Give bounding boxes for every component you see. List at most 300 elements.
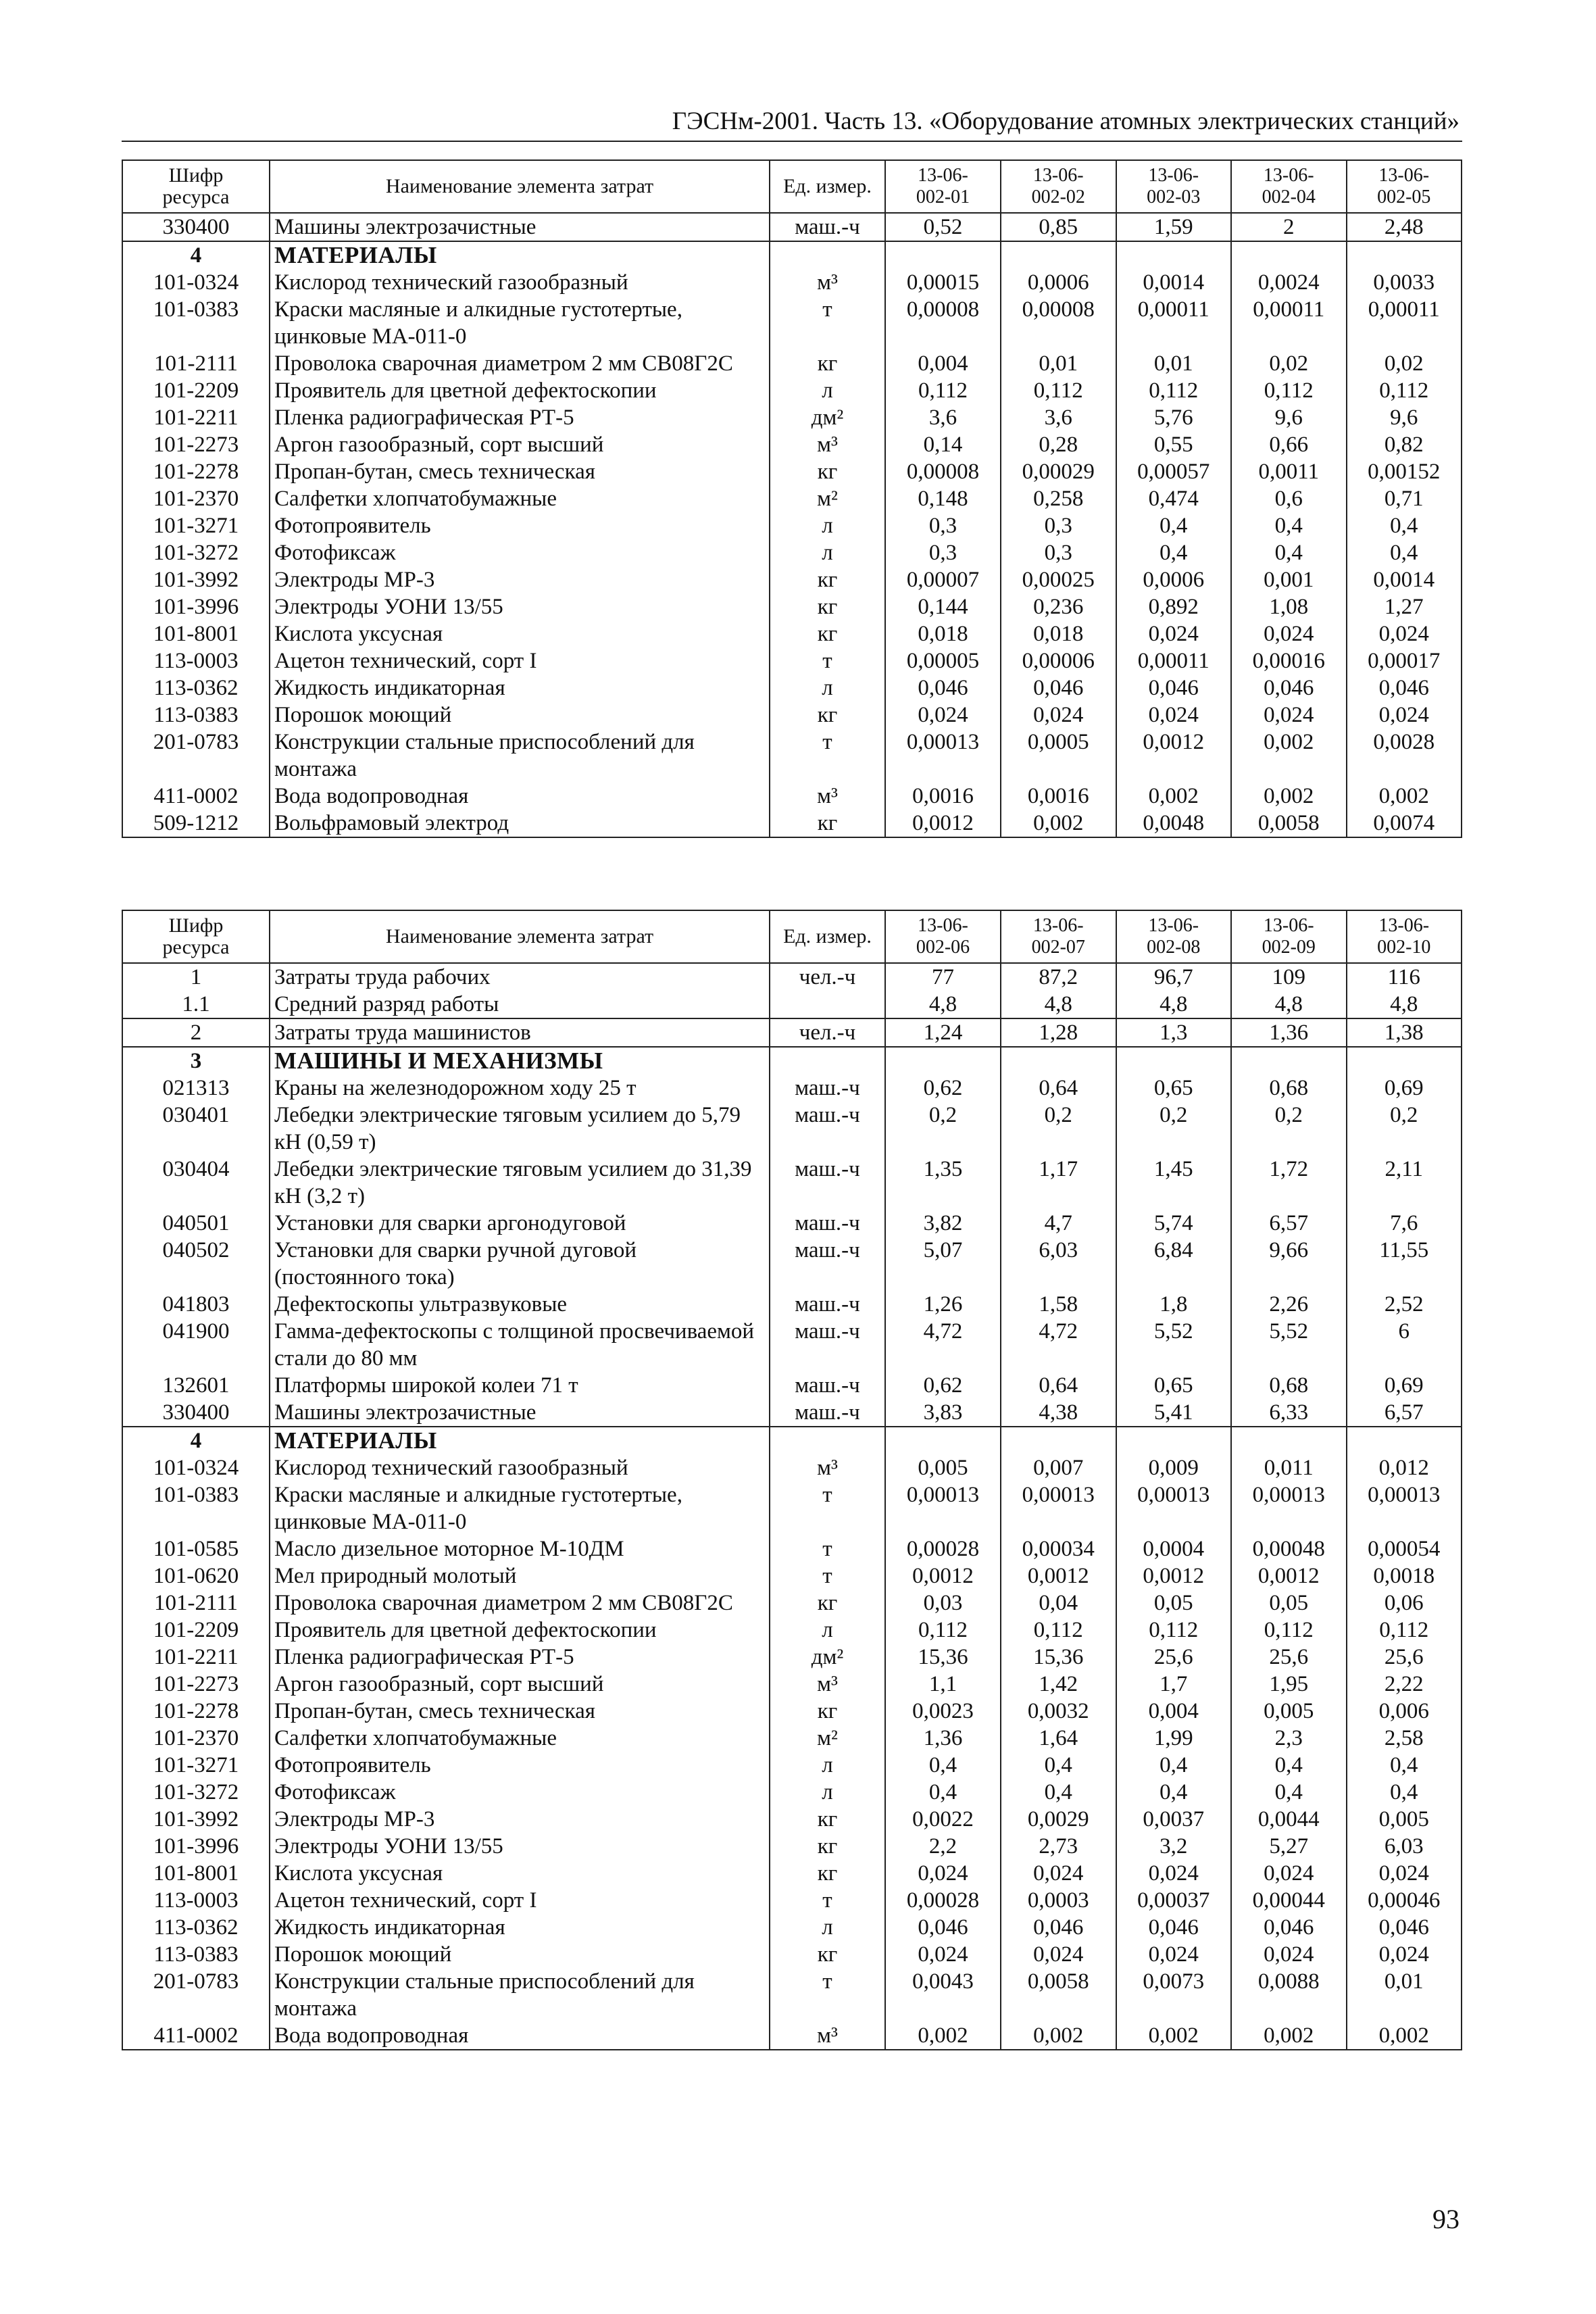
value-cell: 2,52 <box>1347 1291 1462 1318</box>
table-body <box>122 213 1462 837</box>
resource-name-cell: Фотофиксаж <box>270 1779 770 1806</box>
value-cell: 1,26 <box>885 1291 1001 1318</box>
resource-code-cell: 113-0003 <box>122 1887 270 1914</box>
page-number: 93 <box>1432 2204 1460 2234</box>
value-cell: 0,00028 <box>885 1535 1001 1562</box>
resource-code-cell: 101-2211 <box>122 404 270 431</box>
unit-cell <box>770 991 885 1018</box>
unit-cell: л <box>770 1779 885 1806</box>
value-cell: 0,024 <box>1116 1941 1232 1968</box>
value-cell: 0,00013 <box>1347 1481 1462 1535</box>
unit-cell: кг <box>770 458 885 485</box>
value-cell: 0,0044 <box>1231 1806 1347 1833</box>
value-cell: 3,6 <box>885 404 1001 431</box>
value-cell: 0,00037 <box>1116 1887 1232 1914</box>
column-header-name: Наименование элемента затрат <box>270 160 770 213</box>
value-cell: 5,07 <box>885 1237 1001 1291</box>
value-cell: 0,005 <box>1231 1698 1347 1725</box>
unit-cell: т <box>770 1535 885 1562</box>
column-header-norm: 13-06- 002-04 <box>1231 160 1347 213</box>
resource-name-cell: Вода водопроводная <box>270 783 770 810</box>
resource-code-cell: 330400 <box>122 1399 270 1427</box>
table-row <box>122 1590 1462 1617</box>
value-cell: 1,28 <box>1001 1018 1116 1047</box>
value-cell: 0,002 <box>1116 783 1232 810</box>
value-cell: 0,0012 <box>1231 1562 1347 1590</box>
value-cell: 0,68 <box>1231 1075 1347 1102</box>
resource-code-cell: 4 <box>122 241 270 269</box>
table-row <box>122 1318 1462 1372</box>
value-cell: 0,00005 <box>885 647 1001 674</box>
resource-code-cell: 101-3272 <box>122 539 270 566</box>
resource-name-cell: Установки для сварки ручной дуговой (постоянного тока) <box>270 1237 770 1291</box>
unit-cell: м³ <box>770 1671 885 1698</box>
unit-cell: кг <box>770 1941 885 1968</box>
value-cell: 0,00054 <box>1347 1535 1462 1562</box>
column-header-name: Наименование элемента затрат <box>270 910 770 963</box>
resource-name-cell: Кислород технический газообразный <box>270 1454 770 1481</box>
resource-name-cell: Порошок моющий <box>270 701 770 729</box>
resource-name-cell: Краны на железнодорожном ходу 25 т <box>270 1075 770 1102</box>
value-cell: 0,0012 <box>885 810 1001 837</box>
value-cell: 0,4 <box>885 1779 1001 1806</box>
resource-name-cell: Конструкции стальные приспособлений для монтажа <box>270 729 770 783</box>
unit-cell: т <box>770 729 885 783</box>
unit-cell: маш.-ч <box>770 1156 885 1210</box>
value-cell: 0,046 <box>885 1914 1001 1941</box>
value-cell: 1,45 <box>1116 1156 1232 1210</box>
value-cell: 0,55 <box>1116 431 1232 458</box>
value-cell: 0,05 <box>1116 1590 1232 1617</box>
value-cell: 0,0023 <box>885 1698 1001 1725</box>
column-header-code-line2: ресурса <box>162 936 230 958</box>
table-row <box>122 1860 1462 1887</box>
table-row <box>122 1399 1462 1427</box>
resource-code-cell: 101-3996 <box>122 593 270 620</box>
value-cell: 0,65 <box>1116 1075 1232 1102</box>
value-cell: 0,258 <box>1001 485 1116 512</box>
value-cell: 0,4 <box>1001 1779 1116 1806</box>
value-cell: 0,0016 <box>885 783 1001 810</box>
value-cell: 0,0004 <box>1116 1535 1232 1562</box>
resource-name-cell: МАТЕРИАЛЫ <box>270 1427 770 1454</box>
resource-name-cell: Установки для сварки аргонодуговой <box>270 1210 770 1237</box>
resource-code-cell: 101-2273 <box>122 431 270 458</box>
table-row <box>122 1671 1462 1698</box>
value-cell: 0,112 <box>1116 1617 1232 1644</box>
value-cell: 1,1 <box>885 1671 1001 1698</box>
table-row <box>122 269 1462 296</box>
resource-code-cell: 101-2209 <box>122 1617 270 1644</box>
value-cell: 0,148 <box>885 485 1001 512</box>
value-cell: 5,52 <box>1116 1318 1232 1372</box>
resource-name-cell: Конструкции стальные приспособлений для монтажа <box>270 1968 770 2022</box>
value-cell: 0,00017 <box>1347 647 1462 674</box>
value-cell: 0,112 <box>1001 1617 1116 1644</box>
value-cell: 0,0003 <box>1001 1887 1116 1914</box>
value-cell: 4,8 <box>1116 991 1232 1018</box>
unit-cell: кг <box>770 350 885 377</box>
value-cell: 1,8 <box>1116 1291 1232 1318</box>
table-row <box>122 1535 1462 1562</box>
value-cell: 0,02 <box>1231 350 1347 377</box>
table-row <box>122 1481 1462 1535</box>
unit-cell: т <box>770 1562 885 1590</box>
resource-code-cell: 411-0002 <box>122 783 270 810</box>
resource-code-cell: 113-0383 <box>122 1941 270 1968</box>
table-header-row <box>122 160 1462 213</box>
value-cell: 0,00008 <box>885 296 1001 350</box>
value-cell: 0,00013 <box>885 729 1001 783</box>
resource-code-cell: 101-8001 <box>122 620 270 647</box>
resource-code-cell: 509-1212 <box>122 810 270 837</box>
value-cell: 0,018 <box>1001 620 1116 647</box>
unit-cell: маш.-ч <box>770 213 885 241</box>
resource-code-cell: 2 <box>122 1018 270 1047</box>
unit-cell: кг <box>770 1806 885 1833</box>
resource-name-cell: Ацетон технический, сорт I <box>270 647 770 674</box>
value-cell: 0,2 <box>1231 1102 1347 1156</box>
resource-name-cell: Порошок моющий <box>270 1941 770 1968</box>
value-cell: 5,76 <box>1116 404 1232 431</box>
value-cell <box>885 241 1001 269</box>
section-row <box>122 1427 1462 1454</box>
unit-cell: чел.-ч <box>770 963 885 991</box>
value-cell: 0,004 <box>885 350 1001 377</box>
column-header-code-line1: Шифр <box>168 914 224 937</box>
resource-code-cell: 030401 <box>122 1102 270 1156</box>
value-cell: 6 <box>1347 1318 1462 1372</box>
value-cell: 15,36 <box>1001 1644 1116 1671</box>
value-cell: 0,112 <box>1116 377 1232 404</box>
value-cell: 0,001 <box>1231 566 1347 593</box>
value-cell: 0,112 <box>1231 1617 1347 1644</box>
resource-code-cell: 101-2111 <box>122 1590 270 1617</box>
unit-cell: м² <box>770 485 885 512</box>
value-cell: 0,0005 <box>1001 729 1116 783</box>
value-cell: 9,6 <box>1231 404 1347 431</box>
value-cell: 0,68 <box>1231 1372 1347 1399</box>
value-cell: 0,00011 <box>1231 296 1347 350</box>
resource-code-cell: 3 <box>122 1047 270 1075</box>
value-cell: 1,59 <box>1116 213 1232 241</box>
value-cell: 0,024 <box>1231 701 1347 729</box>
unit-cell: т <box>770 1481 885 1535</box>
value-cell: 0,024 <box>1001 701 1116 729</box>
unit-cell: л <box>770 539 885 566</box>
value-cell: 2,58 <box>1347 1725 1462 1752</box>
resource-name-cell: Затраты труда машинистов <box>270 1018 770 1047</box>
table-row <box>122 1968 1462 2022</box>
table-row <box>122 377 1462 404</box>
resource-name-cell: Платформы широкой колеи 71 т <box>270 1372 770 1399</box>
value-cell: 0,0074 <box>1347 810 1462 837</box>
table-row <box>122 1644 1462 1671</box>
value-cell: 4,8 <box>1001 991 1116 1018</box>
column-header-norm: 13-06- 002-05 <box>1347 160 1462 213</box>
value-cell: 0,0011 <box>1231 458 1347 485</box>
table-row <box>122 1833 1462 1860</box>
resource-code-cell: 101-0383 <box>122 296 270 350</box>
value-cell: 1,3 <box>1116 1018 1232 1047</box>
value-cell: 1,64 <box>1001 1725 1116 1752</box>
value-cell: 25,6 <box>1347 1644 1462 1671</box>
value-cell: 0,62 <box>885 1075 1001 1102</box>
table-row <box>122 1562 1462 1590</box>
value-cell: 6,57 <box>1231 1210 1347 1237</box>
table-row <box>122 2022 1462 2050</box>
resource-name-cell: Электроды УОНИ 13/55 <box>270 593 770 620</box>
resource-name-cell: Проявитель для цветной дефектоскопии <box>270 377 770 404</box>
table-row <box>122 296 1462 350</box>
resource-code-cell: 113-0003 <box>122 647 270 674</box>
table-row <box>122 1454 1462 1481</box>
resource-name-cell: Кислота уксусная <box>270 620 770 647</box>
value-cell: 0,01 <box>1116 350 1232 377</box>
value-cell: 0,112 <box>885 377 1001 404</box>
table-row <box>122 1291 1462 1318</box>
value-cell: 0,046 <box>1347 674 1462 701</box>
value-cell: 0,00013 <box>885 1481 1001 1535</box>
value-cell: 0,018 <box>885 620 1001 647</box>
value-cell: 5,52 <box>1231 1318 1347 1372</box>
value-cell: 77 <box>885 963 1001 991</box>
value-cell: 2,26 <box>1231 1291 1347 1318</box>
unit-cell <box>770 1047 885 1075</box>
table-row <box>122 1914 1462 1941</box>
unit-cell: м³ <box>770 431 885 458</box>
value-cell: 0,05 <box>1231 1590 1347 1617</box>
table-row <box>122 1752 1462 1779</box>
value-cell: 0,024 <box>1347 1941 1462 1968</box>
value-cell: 0,00011 <box>1347 296 1462 350</box>
value-cell: 0,00008 <box>1001 296 1116 350</box>
value-cell: 0,024 <box>1231 620 1347 647</box>
resource-code-cell: 101-2278 <box>122 1698 270 1725</box>
value-cell: 0,4 <box>1347 539 1462 566</box>
section-row <box>122 241 1462 269</box>
resource-name-cell: Машины электрозачистные <box>270 213 770 241</box>
value-cell: 4,72 <box>885 1318 1001 1372</box>
value-cell: 0,00011 <box>1116 296 1232 350</box>
value-cell <box>1347 241 1462 269</box>
resource-code-cell: 132601 <box>122 1372 270 1399</box>
value-cell: 0,00029 <box>1001 458 1116 485</box>
value-cell: 0,00152 <box>1347 458 1462 485</box>
value-cell: 6,84 <box>1116 1237 1232 1291</box>
table-row <box>122 701 1462 729</box>
resource-code-cell: 101-3272 <box>122 1779 270 1806</box>
value-cell: 0,024 <box>1231 1941 1347 1968</box>
table-row <box>122 1372 1462 1399</box>
value-cell: 0,0058 <box>1231 810 1347 837</box>
value-cell: 0,2 <box>1347 1102 1462 1156</box>
value-cell: 0,005 <box>885 1454 1001 1481</box>
value-cell: 3,2 <box>1116 1833 1232 1860</box>
value-cell: 4,8 <box>1347 991 1462 1018</box>
resource-code-cell: 101-3271 <box>122 512 270 539</box>
column-header-norm: 13-06- 002-09 <box>1231 910 1347 963</box>
value-cell: 0,0012 <box>1116 1562 1232 1590</box>
value-cell: 2,22 <box>1347 1671 1462 1698</box>
value-cell: 0,4 <box>1347 512 1462 539</box>
resource-name-cell: Аргон газообразный, сорт высший <box>270 431 770 458</box>
unit-cell: кг <box>770 810 885 837</box>
resource-code-cell: 113-0362 <box>122 674 270 701</box>
value-cell: 9,66 <box>1231 1237 1347 1291</box>
value-cell: 0,4 <box>1347 1779 1462 1806</box>
resource-code-cell: 101-3271 <box>122 1752 270 1779</box>
unit-cell: л <box>770 1752 885 1779</box>
column-header-norm: 13-06- 002-06 <box>885 910 1001 963</box>
resource-code-cell: 041900 <box>122 1318 270 1372</box>
column-header-norm: 13-06- 002-10 <box>1347 910 1462 963</box>
table-row <box>122 1210 1462 1237</box>
table-row <box>122 1102 1462 1156</box>
unit-cell: чел.-ч <box>770 1018 885 1047</box>
value-cell: 0,011 <box>1231 1454 1347 1481</box>
value-cell: 0,52 <box>885 213 1001 241</box>
value-cell: 2,11 <box>1347 1156 1462 1210</box>
value-cell: 6,03 <box>1347 1833 1462 1860</box>
resource-name-cell: Ацетон технический, сорт I <box>270 1887 770 1914</box>
column-header-unit: Ед. измер. <box>770 910 885 963</box>
value-cell: 1,7 <box>1116 1671 1232 1698</box>
value-cell: 0,024 <box>1116 701 1232 729</box>
unit-cell: м³ <box>770 2022 885 2050</box>
page-header-title: ГЭСНм-2001. Часть 13. «Оборудование атомных электрических станций» <box>672 107 1460 135</box>
column-header-norm: 13-06- 002-03 <box>1116 160 1232 213</box>
resource-code-cell: 330400 <box>122 213 270 241</box>
value-cell: 0,144 <box>885 593 1001 620</box>
value-cell: 0,474 <box>1116 485 1232 512</box>
resource-table-2 <box>122 910 1462 2050</box>
value-cell: 4,38 <box>1001 1399 1116 1427</box>
resource-name-cell: Пропан-бутан, смесь техническая <box>270 458 770 485</box>
resource-name-cell: Фотофиксаж <box>270 539 770 566</box>
value-cell: 0,4 <box>1001 1752 1116 1779</box>
value-cell: 0,0012 <box>1001 1562 1116 1590</box>
resource-code-cell: 041803 <box>122 1291 270 1318</box>
value-cell <box>1116 1047 1232 1075</box>
value-cell: 4,8 <box>1231 991 1347 1018</box>
value-cell: 0,046 <box>1001 1914 1116 1941</box>
value-cell: 0,0048 <box>1116 810 1232 837</box>
table-row <box>122 1237 1462 1291</box>
value-cell: 0,0088 <box>1231 1968 1347 2022</box>
value-cell: 0,024 <box>1116 620 1232 647</box>
value-cell: 0,00006 <box>1001 647 1116 674</box>
value-cell: 0,002 <box>885 2022 1001 2050</box>
value-cell: 0,00057 <box>1116 458 1232 485</box>
table-row <box>122 566 1462 593</box>
column-header-norm: 13-06- 002-07 <box>1001 910 1116 963</box>
value-cell: 0,4 <box>1231 1752 1347 1779</box>
value-cell: 0,00046 <box>1347 1887 1462 1914</box>
table-row <box>122 1941 1462 1968</box>
value-cell: 25,6 <box>1116 1644 1232 1671</box>
value-cell <box>1347 1427 1462 1454</box>
table-row <box>122 647 1462 674</box>
value-cell: 0,892 <box>1116 593 1232 620</box>
unit-cell: м³ <box>770 783 885 810</box>
value-cell: 0,00013 <box>1001 1481 1116 1535</box>
value-cell: 5,74 <box>1116 1210 1232 1237</box>
table-row <box>122 485 1462 512</box>
unit-cell: м³ <box>770 269 885 296</box>
value-cell: 0,0014 <box>1116 269 1232 296</box>
resource-name-cell: Жидкость индикаторная <box>270 674 770 701</box>
value-cell: 0,006 <box>1347 1698 1462 1725</box>
resource-code-cell: 030404 <box>122 1156 270 1210</box>
table-row <box>122 674 1462 701</box>
unit-cell: л <box>770 1617 885 1644</box>
value-cell: 0,01 <box>1001 350 1116 377</box>
value-cell: 0,002 <box>1231 729 1347 783</box>
unit-cell: маш.-ч <box>770 1399 885 1427</box>
value-cell: 0,4 <box>1231 512 1347 539</box>
resource-table-1 <box>122 159 1462 838</box>
resource-name-cell: Фотопроявитель <box>270 512 770 539</box>
value-cell: 0,0073 <box>1116 1968 1232 2022</box>
value-cell: 96,7 <box>1116 963 1232 991</box>
resource-name-cell: Электроды МР-3 <box>270 566 770 593</box>
table-row <box>122 783 1462 810</box>
unit-cell: дм² <box>770 1644 885 1671</box>
resource-code-cell: 101-2211 <box>122 1644 270 1671</box>
table-row <box>122 1156 1462 1210</box>
unit-cell: л <box>770 377 885 404</box>
value-cell: 0,69 <box>1347 1075 1462 1102</box>
value-cell: 0,00025 <box>1001 566 1116 593</box>
table-row <box>122 729 1462 783</box>
value-cell: 0,0037 <box>1116 1806 1232 1833</box>
resource-name-cell: Салфетки хлопчатобумажные <box>270 485 770 512</box>
column-header-code-line1: Шифр <box>168 164 224 187</box>
value-cell: 5,27 <box>1231 1833 1347 1860</box>
value-cell: 1,17 <box>1001 1156 1116 1210</box>
value-cell: 0,62 <box>885 1372 1001 1399</box>
resource-name-cell: Проявитель для цветной дефектоскопии <box>270 1617 770 1644</box>
value-cell: 0,0022 <box>885 1806 1001 1833</box>
value-cell: 1,38 <box>1347 1018 1462 1047</box>
value-cell: 0,024 <box>1347 620 1462 647</box>
value-cell: 0,00028 <box>885 1887 1001 1914</box>
value-cell: 0,236 <box>1001 593 1116 620</box>
value-cell: 0,002 <box>1231 783 1347 810</box>
value-cell: 0,2 <box>885 1102 1001 1156</box>
unit-cell: кг <box>770 1833 885 1860</box>
table-row <box>122 1779 1462 1806</box>
value-cell: 0,0028 <box>1347 729 1462 783</box>
value-cell: 2,3 <box>1231 1725 1347 1752</box>
resource-code-cell: 021313 <box>122 1075 270 1102</box>
resource-name-cell: Пропан-бутан, смесь техническая <box>270 1698 770 1725</box>
table-header-row <box>122 910 1462 963</box>
resource-name-cell: Краски масляные и алкидные густотертые, цинковые МА-011-0 <box>270 296 770 350</box>
unit-cell: маш.-ч <box>770 1318 885 1372</box>
resource-code-cell: 101-0324 <box>122 1454 270 1481</box>
value-cell: 0,002 <box>1347 2022 1462 2050</box>
resource-code-cell: 101-0585 <box>122 1535 270 1562</box>
value-cell: 1,36 <box>1231 1018 1347 1047</box>
value-cell: 0,002 <box>1231 2022 1347 2050</box>
resource-name-cell: Аргон газообразный, сорт высший <box>270 1671 770 1698</box>
value-cell <box>885 1427 1001 1454</box>
value-cell: 15,36 <box>885 1644 1001 1671</box>
resource-name-cell: Лебедки электрические тяговым усилием до 5,79 кН (0,59 т) <box>270 1102 770 1156</box>
value-cell: 0,024 <box>1001 1941 1116 1968</box>
